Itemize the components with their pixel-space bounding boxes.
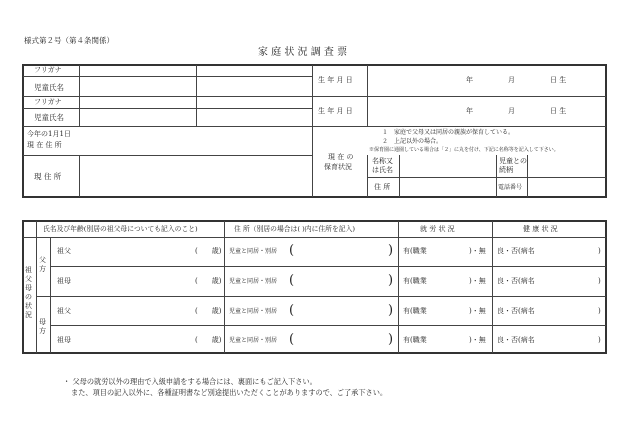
- facility-address-field[interactable]: [400, 178, 496, 197]
- work-none-option[interactable]: )・無: [469, 247, 486, 255]
- address-close-bracket: ): [388, 243, 394, 258]
- facility-name-label-line1: 名称又: [372, 157, 393, 165]
- address-open-bracket: (: [289, 303, 295, 318]
- child2-birth-year: 年: [466, 107, 473, 115]
- child1-name-field[interactable]: [80, 77, 196, 96]
- address-open-bracket: (: [289, 273, 295, 288]
- facility-address-label: 住 所: [374, 183, 391, 191]
- mother-side-label: 母方: [39, 318, 46, 335]
- health-close: ): [598, 307, 601, 315]
- child2-birth-month: 月: [508, 107, 515, 115]
- header-work: 就 労 状 況: [420, 225, 455, 233]
- cohabitation-option[interactable]: 児童と同居・別居: [229, 337, 278, 344]
- health-field[interactable]: 良・否(病名: [497, 336, 535, 344]
- father-side-label: 父方: [39, 256, 46, 273]
- row-relation: 祖母: [57, 277, 71, 285]
- child1-birth-month: 月: [508, 76, 515, 84]
- address-close-bracket: ): [388, 332, 394, 347]
- jan1-address-label-line1: 今年の1月1日: [27, 130, 71, 138]
- grandparent-address-field[interactable]: [296, 300, 388, 324]
- health-close: ): [598, 247, 601, 255]
- child1-birth-year: 年: [466, 76, 473, 84]
- child1-birthdate-field[interactable]: [368, 65, 606, 96]
- current-address-label: 現 住 所: [34, 172, 62, 181]
- age-field[interactable]: ( 歳): [195, 247, 222, 255]
- health-field[interactable]: 良・否(病名: [497, 247, 535, 255]
- cohabitation-option[interactable]: 児童と同居・別居: [229, 248, 278, 255]
- health-close: ): [598, 336, 601, 344]
- header-name-age: 氏名及び年齢(別居の祖父母についても記入のこと): [43, 225, 198, 233]
- work-field[interactable]: 有(職業: [403, 307, 427, 315]
- grandparent-address-field[interactable]: [296, 240, 388, 264]
- grandmother-paternal-name-field[interactable]: [70, 267, 194, 296]
- jan1-address-label-line2: 現 在 住 所: [27, 141, 62, 149]
- grandmother-maternal-name-field[interactable]: [70, 326, 194, 353]
- current-address-field[interactable]: [80, 156, 312, 197]
- cohabitation-option[interactable]: 児童と同居・別居: [229, 278, 278, 285]
- child-name-label-1: 児童氏名: [34, 83, 64, 92]
- grandfather-maternal-name-field[interactable]: [70, 297, 194, 325]
- health-field[interactable]: 良・否(病名: [497, 277, 535, 285]
- address-open-bracket: (: [289, 243, 295, 258]
- address-close-bracket: ): [388, 273, 394, 288]
- phone-label: 電話番号: [498, 184, 523, 191]
- work-none-option[interactable]: )・無: [469, 336, 486, 344]
- care-option-2[interactable]: ２ 上記以外の場合。: [382, 138, 443, 145]
- note-line-2: また、項目の記入以外に、各種証明書など別途提出いただくことがありますので、ご了承下さい。: [71, 388, 388, 397]
- furigana-label-1: フリガナ: [34, 66, 62, 74]
- child2-birthdate-field[interactable]: [368, 97, 606, 126]
- form-title: 家 庭 状 況 調 査 票: [258, 47, 348, 58]
- relation-field[interactable]: [528, 156, 606, 177]
- facility-name-field[interactable]: [400, 156, 496, 177]
- child2-birth-day: 日 生: [550, 107, 567, 115]
- grandfather-paternal-name-field[interactable]: [70, 238, 194, 266]
- facility-name-label-line2: は氏名: [372, 166, 393, 174]
- header-health: 健 康 状 況: [523, 225, 558, 233]
- phone-field[interactable]: [528, 178, 606, 197]
- header-address: 住 所（別居の場合は( )内に住所を記入): [234, 225, 356, 233]
- form-number: 様式第２号（第４条関係）: [24, 36, 114, 45]
- health-close: ): [598, 277, 601, 285]
- work-field[interactable]: 有(職業: [403, 247, 427, 255]
- relation-label-line2: 続柄: [499, 166, 513, 174]
- row-relation: 祖父: [57, 307, 71, 315]
- child-name-label-2: 児童氏名: [34, 113, 64, 122]
- row-relation: 祖母: [57, 336, 71, 344]
- age-field[interactable]: ( 歳): [195, 336, 222, 344]
- jan1-address-field[interactable]: [80, 127, 312, 155]
- cohabitation-option[interactable]: 児童と同居・別居: [229, 308, 278, 315]
- care-status-label-line1: 現 在 の: [328, 153, 354, 161]
- birthdate-label-1: 生 年 月 日: [318, 76, 353, 84]
- grandparent-address-field[interactable]: [296, 270, 388, 294]
- address-open-bracket: (: [289, 332, 295, 347]
- relation-label-line1: 児童との: [499, 157, 527, 165]
- note-line-1: ・ 父母の就労以外の理由で入級申請をする場合には、裏面にもご記入下さい。: [63, 377, 317, 386]
- grandparent-address-field[interactable]: [296, 329, 388, 353]
- care-status-label-line2: 保育状況: [324, 163, 352, 171]
- birthdate-label-2: 生 年 月 日: [318, 107, 353, 115]
- child2-furigana-field[interactable]: [80, 97, 196, 108]
- work-field[interactable]: 有(職業: [403, 277, 427, 285]
- work-field[interactable]: 有(職業: [403, 336, 427, 344]
- work-none-option[interactable]: )・無: [469, 307, 486, 315]
- age-field[interactable]: ( 歳): [195, 307, 222, 315]
- age-field[interactable]: ( 歳): [195, 277, 222, 285]
- grandparents-section-label: 祖父母の状況: [25, 266, 32, 319]
- care-option-1[interactable]: １ 家庭で父母又は同居の親族が保育している。: [382, 129, 515, 136]
- furigana-label-2: フリガナ: [34, 98, 62, 106]
- care-note: ※保育園に通園している場合は「２」に丸を付け、下記に名称等を記入して下さい。: [369, 147, 559, 153]
- address-close-bracket: ): [388, 303, 394, 318]
- work-none-option[interactable]: )・無: [469, 277, 486, 285]
- health-field[interactable]: 良・否(病名: [497, 307, 535, 315]
- child2-name-field[interactable]: [80, 109, 196, 126]
- child1-furigana-field[interactable]: [80, 65, 196, 76]
- row-relation: 祖父: [57, 247, 71, 255]
- child1-birth-day: 日 生: [550, 76, 567, 84]
